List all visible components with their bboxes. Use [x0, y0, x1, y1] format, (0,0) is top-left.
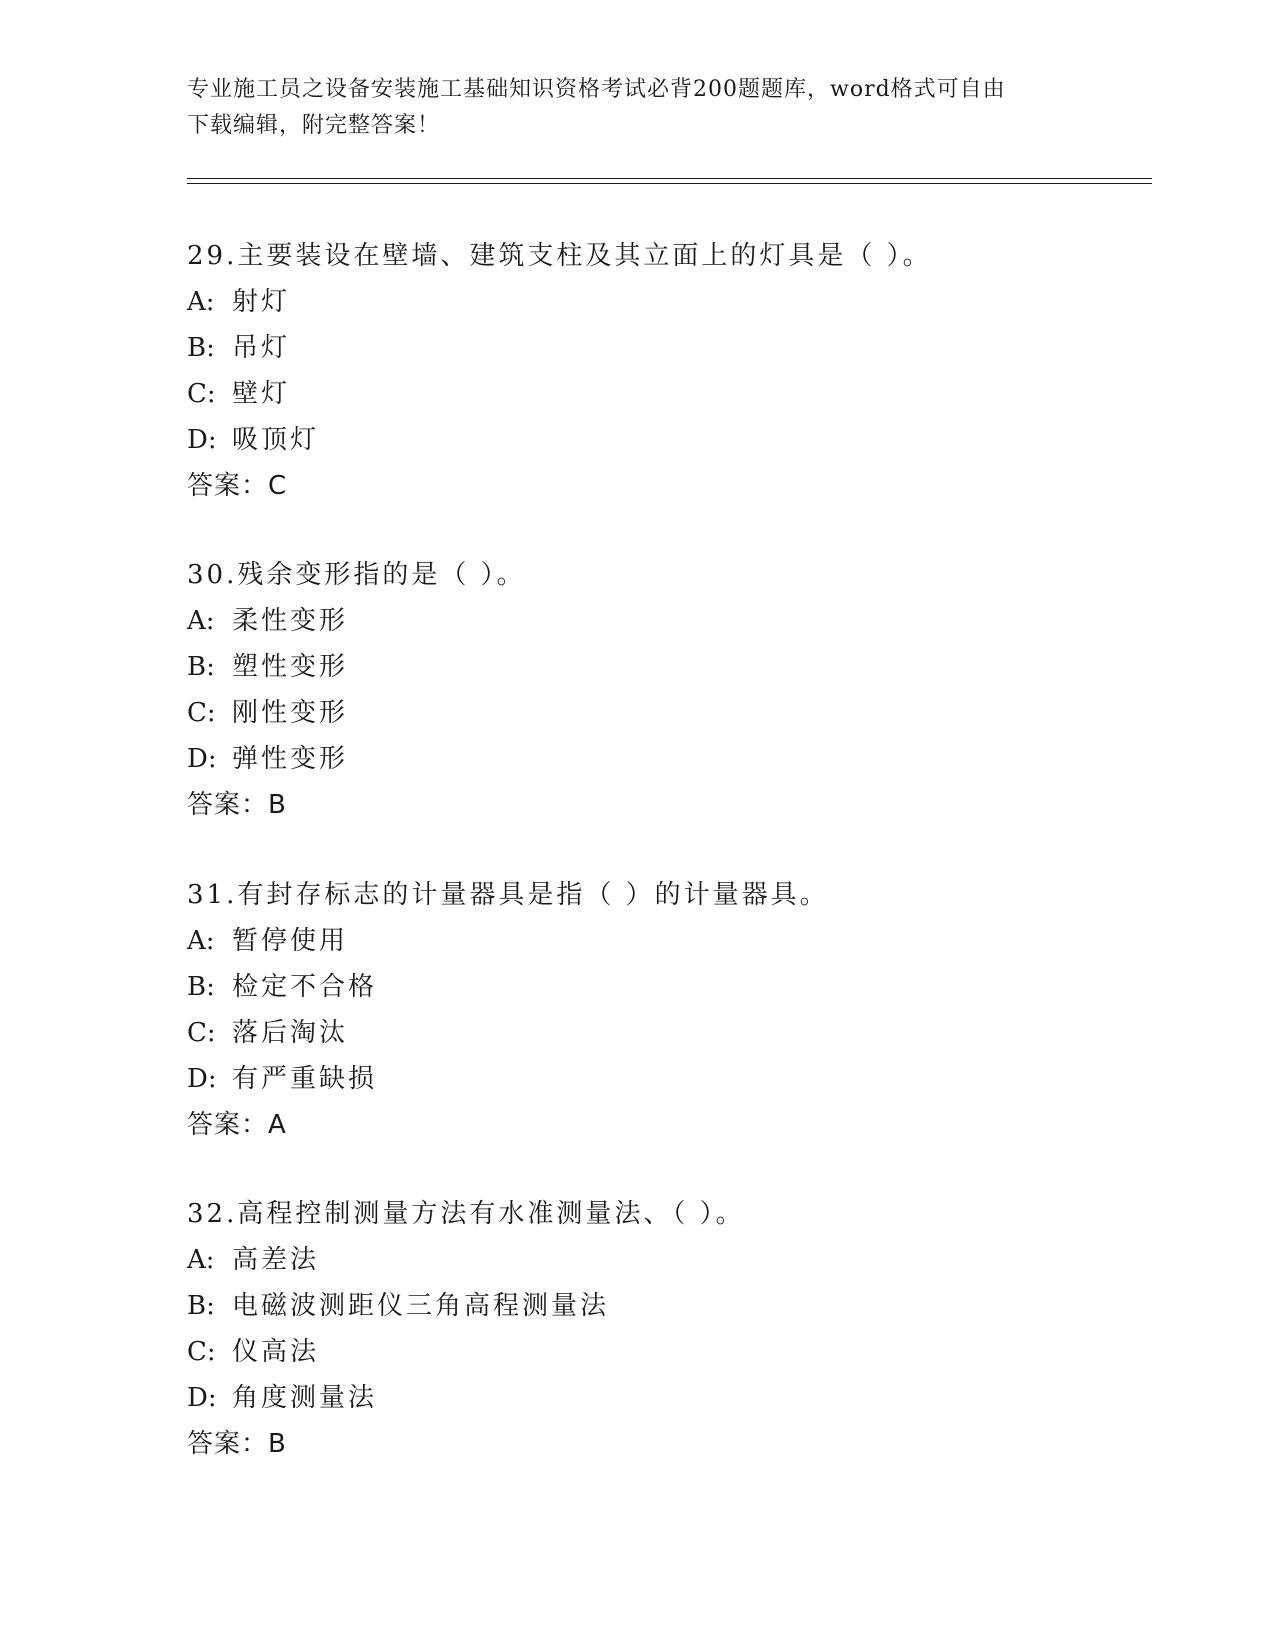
option-c [187, 371, 1147, 417]
option-letter: D: [187, 1383, 217, 1413]
option-letter: A: [187, 606, 215, 636]
option-text: 角度测量法 [232, 1383, 378, 1413]
option-letter: B: [187, 652, 215, 682]
option-d [187, 417, 1147, 463]
option-letter: B: [187, 972, 215, 1002]
option-text: 柔性变形 [232, 606, 349, 636]
question-32 [187, 1191, 1147, 1467]
answer-line: 答案：B [187, 790, 287, 820]
option-letter: A: [187, 926, 215, 956]
option-letter: D: [187, 425, 217, 455]
option-b [187, 644, 1147, 690]
option-b [187, 325, 1147, 371]
option-text: 暂停使用 [232, 926, 349, 956]
option-c [187, 1010, 1147, 1056]
option-text: 射灯 [232, 287, 291, 317]
option-text: 仪高法 [232, 1337, 320, 1367]
option-a [187, 1237, 1147, 1283]
document-header [187, 72, 1087, 144]
question-29 [187, 233, 1147, 509]
option-d [187, 1375, 1147, 1421]
question-title: 31.有封存标志的计量器具是指（ ）的计量器具。 [187, 880, 829, 910]
option-letter: C: [187, 1337, 216, 1367]
option-letter: A: [187, 1245, 215, 1275]
option-text: 高差法 [232, 1245, 320, 1275]
option-text: 刚性变形 [232, 698, 349, 728]
option-letter: B: [187, 1291, 215, 1321]
header-line-2: 下载编辑，附完整答案！ [187, 113, 441, 138]
option-a [187, 598, 1147, 644]
question-title: 30.残余变形指的是（ ）。 [187, 560, 526, 590]
option-d [187, 736, 1147, 782]
question-title: 29.主要装设在壁墙、建筑支柱及其立面上的灯具是（ ）。 [187, 241, 932, 271]
option-text: 塑性变形 [232, 652, 349, 682]
option-text: 吸顶灯 [232, 425, 320, 455]
option-b [187, 1283, 1147, 1329]
header-divider-top [187, 178, 1152, 179]
option-letter: C: [187, 698, 216, 728]
option-c [187, 690, 1147, 736]
answer-line: 答案：C [187, 471, 288, 501]
option-text: 落后淘汰 [232, 1018, 349, 1048]
question-title: 32.高程控制测量方法有水准测量法、（ ）。 [187, 1199, 745, 1229]
option-c [187, 1329, 1147, 1375]
option-a [187, 279, 1147, 325]
option-text: 壁灯 [232, 379, 291, 409]
option-letter: D: [187, 744, 217, 774]
option-text: 弹性变形 [232, 744, 349, 774]
option-text: 电磁波测距仪三角高程测量法 [232, 1291, 610, 1321]
option-letter: C: [187, 379, 216, 409]
option-text: 检定不合格 [232, 972, 378, 1002]
question-30 [187, 552, 1147, 828]
option-letter: A: [187, 287, 215, 317]
question-31 [187, 872, 1147, 1148]
header-line-1: 专业施工员之设备安装施工基础知识资格考试必背200题题库，word格式可自由 [187, 77, 1006, 102]
option-text: 吊灯 [232, 333, 291, 363]
option-letter: B: [187, 333, 215, 363]
option-letter: C: [187, 1018, 216, 1048]
answer-line: 答案：A [187, 1110, 287, 1140]
option-b [187, 964, 1147, 1010]
option-d [187, 1056, 1147, 1102]
header-divider-bottom [187, 183, 1152, 184]
answer-line: 答案：B [187, 1429, 287, 1459]
option-letter: D: [187, 1064, 217, 1094]
option-a [187, 918, 1147, 964]
option-text: 有严重缺损 [232, 1064, 378, 1094]
